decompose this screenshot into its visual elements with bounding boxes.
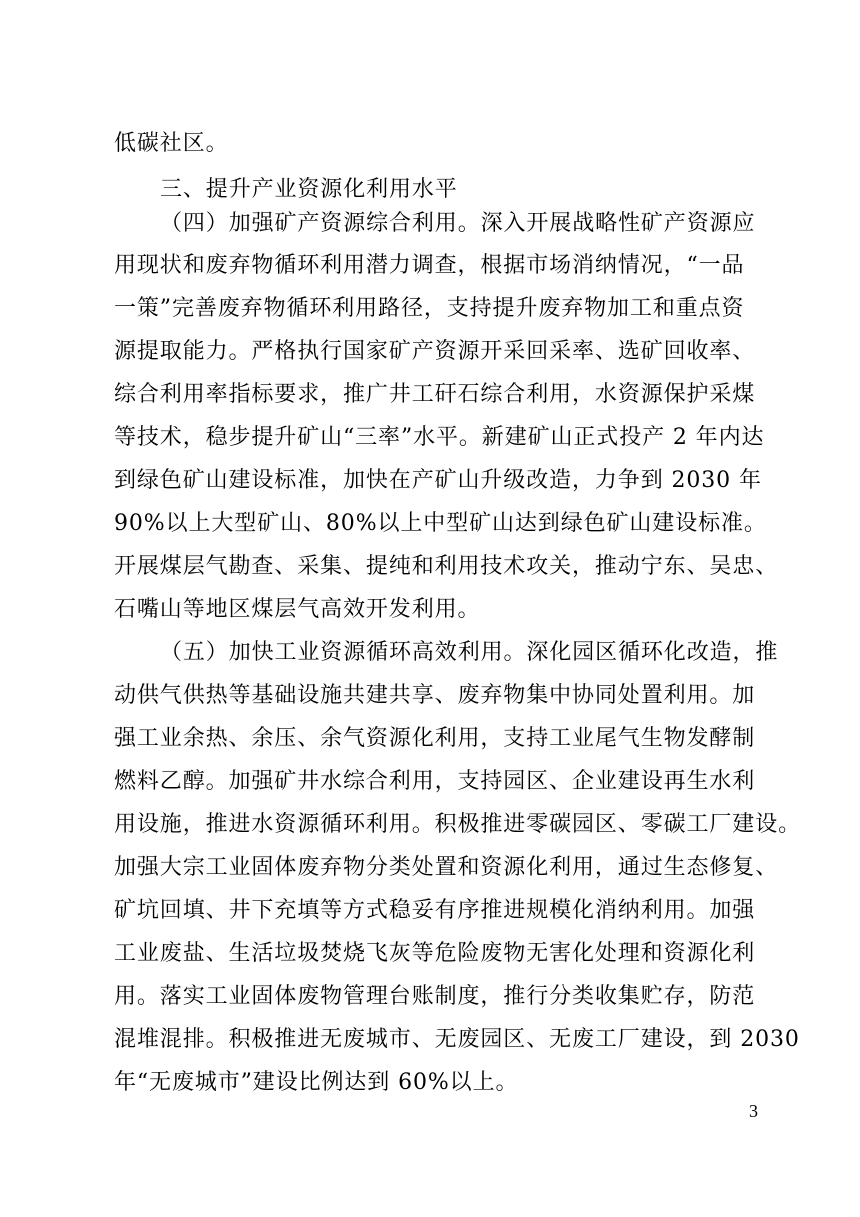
body-text-line: 矿坑回填、井下充填等方式稳妥有序推进规模化消纳利用。加强 (114, 898, 756, 923)
paragraph-heading-line: （五）加快工业资源循环高效利用。深化园区循环化改造，推 (160, 640, 779, 665)
body-text-line: 等技术，稳步提升矿山“三率”水平。新建矿山正式投产 2 年内达 (114, 425, 765, 450)
section-heading: 三、提升产业资源化利用水平 (160, 177, 458, 202)
body-text-line: 到绿色矿山建设标准，加快在产矿山升级改造，力争到 2030 年 (114, 468, 762, 493)
body-text-line: 混堆混排。积极推进无废城市、无废园区、无废工厂建设，到 2030 (114, 1027, 800, 1052)
paragraph-heading-line: （四）加强矿产资源综合利用。深入开展战略性矿产资源应 (160, 211, 756, 236)
body-text-line: 源提取能力。严格执行国家矿产资源开采回采率、选矿回收率、 (114, 339, 756, 364)
body-text-line: 强工业余热、余压、余气资源化利用，支持工业尾气生物发酵制 (114, 726, 756, 751)
body-text-line: 用现状和废弃物循环利用潜力调查，根据市场消纳情况，“一品 (114, 253, 745, 278)
body-text-line: 石嘴山等地区煤层气高效开发利用。 (114, 597, 481, 622)
body-text-line: 90%以上大型矿山、80%以上中型矿山达到绿色矿山建设标准。 (114, 511, 767, 536)
body-text-line: 燃料乙醇。加强矿井水综合利用，支持园区、企业建设再生水利 (114, 769, 756, 794)
body-text-line: 综合利用率指标要求，推广井工矸石综合利用，水资源保护采煤 (114, 382, 756, 407)
body-text-line: 低碳社区。 (114, 131, 229, 156)
body-text-line: 用设施，推进水资源循环利用。积极推进零碳园区、零碳工厂建设。 (114, 812, 802, 837)
body-text-line: 开展煤层气勘查、采集、提纯和利用技术攻关，推动宁东、吴忠、 (114, 554, 779, 579)
body-text-line: 年“无废城市”建设比例达到 60%以上。 (114, 1070, 519, 1095)
body-text-line: 动供气供热等基础设施共建共享、废弃物集中协同处置利用。加 (114, 683, 756, 708)
body-text-line: 用。落实工业固体废物管理台账制度，推行分类收集贮存，防范 (114, 984, 756, 1009)
body-text-line: 加强大宗工业固体废弃物分类处置和资源化利用，通过生态修复、 (114, 855, 779, 880)
page-number: 3 (749, 1101, 758, 1121)
body-text-line: 一策”完善废弃物循环利用路径，支持提升废弃物加工和重点资 (114, 296, 745, 321)
body-text-line: 工业废盐、生活垃圾焚烧飞灰等危险废物无害化处理和资源化利 (114, 941, 756, 966)
